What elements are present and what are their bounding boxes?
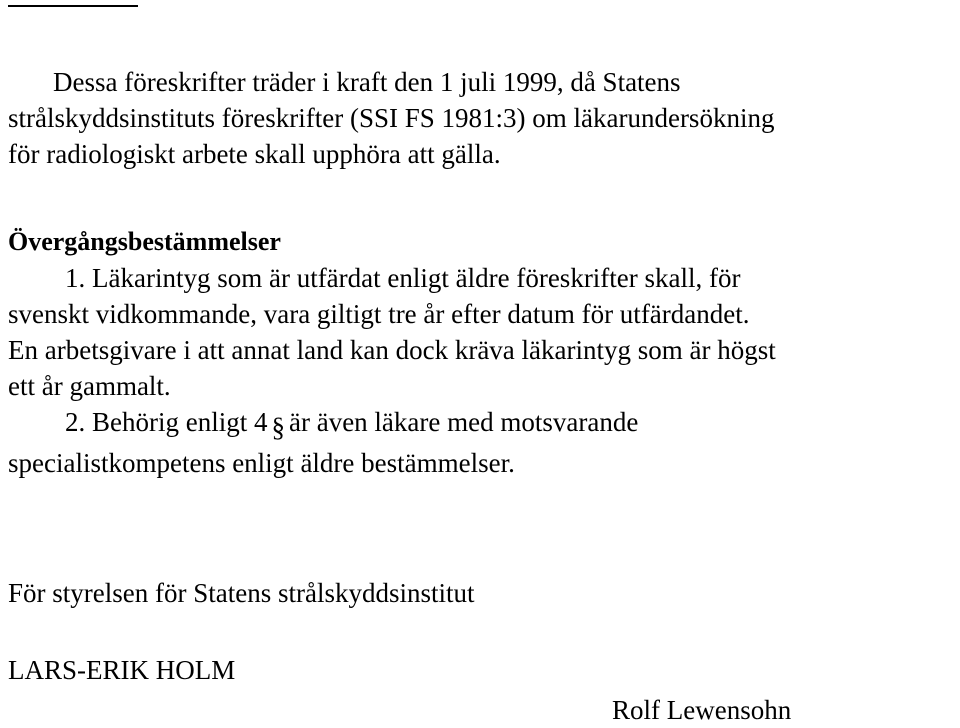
board-signature-line: För styrelsen för Statens strålskyddsinstitut (8, 578, 475, 608)
footnote-separator-line (8, 5, 138, 7)
intro-line-2: strålskyddsinstituts föreskrifter (SSI FS 1981:3) om läkarundersökning (8, 103, 775, 133)
transitional-provisions (8, 224, 776, 481)
item2-text-after: är även läkare med motsvarande (288, 407, 639, 437)
intro-line-1: Dessa föreskrifter träder i kraft den 1 juli 1999, då Statens (53, 67, 681, 97)
item2-line-2: specialistkompetens enligt äldre bestämmelser. (8, 448, 515, 478)
transitional-heading: Övergångsbestämmelser (8, 227, 281, 256)
item1-line-1: 1. Läkarintyg som är utfärdat enligt äldre föreskrifter skall, för (65, 263, 741, 293)
signer-name-1: LARS-ERIK HOLM (8, 655, 236, 685)
item1-line-2: svenskt vidkommande, vara giltigt tre år efter datum för utfärdandet. (8, 299, 750, 329)
intro-line-3: för radiologiskt arbete skall upphöra att gälla. (8, 139, 501, 169)
section-sign: § (271, 412, 285, 442)
intro-paragraph (8, 64, 774, 172)
item1-line-3: En arbetsgivare i att annat land kan dock kräva läkarintyg som är högst (8, 335, 776, 365)
item2-line-1 (8, 404, 776, 445)
item1-line-4: ett år gammalt. (8, 371, 171, 401)
signer-name-2: Rolf Lewensohn (612, 695, 792, 725)
item2-text-before: 2. Behörig enligt 4 (65, 407, 268, 437)
